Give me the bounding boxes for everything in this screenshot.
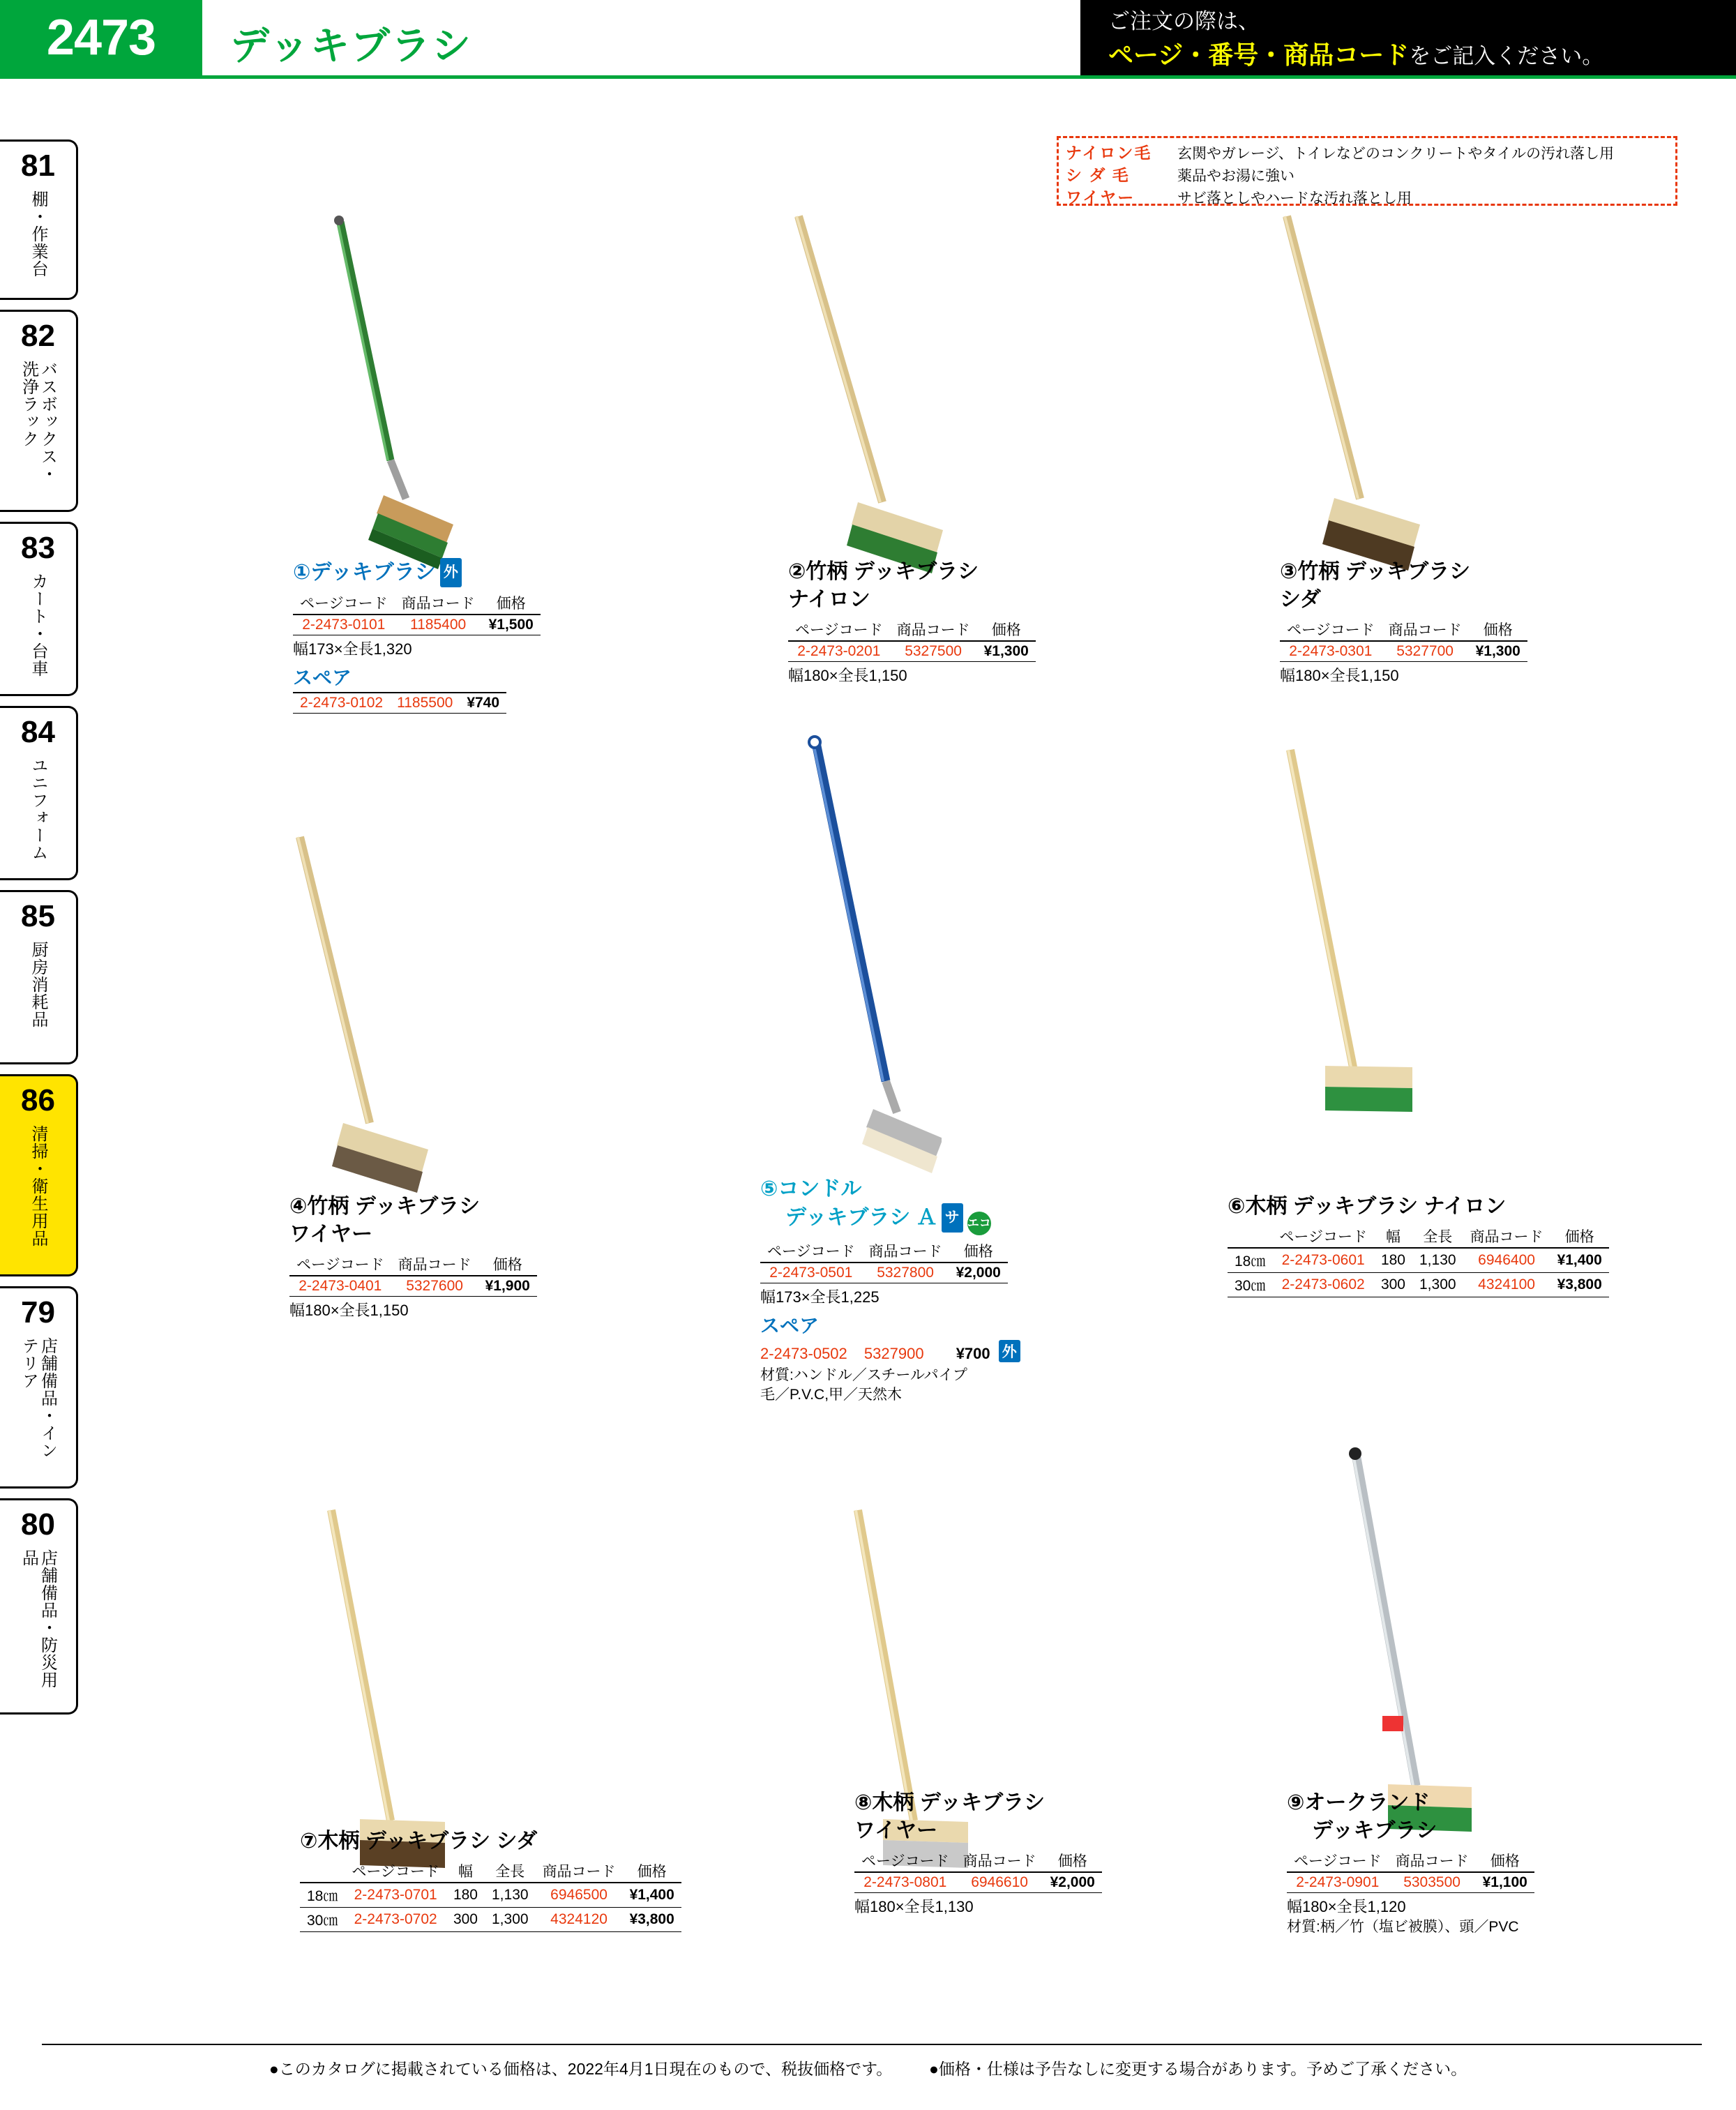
product-image-6 — [1123, 739, 1416, 1256]
th-page-code: ページコード — [1280, 618, 1382, 641]
spare-table-1 — [293, 692, 506, 714]
tab-label: 棚・作業台 — [29, 190, 47, 278]
th-price: 価格 — [478, 1253, 537, 1276]
product-title: デッキブラシ — [310, 561, 436, 584]
product-spec-4: 幅180×全長1,150 — [289, 1302, 409, 1319]
price-table-5 — [760, 1239, 1008, 1283]
table-row — [854, 1872, 1102, 1893]
legend-key: ナイロン毛 — [1066, 144, 1152, 162]
page-number: 2473 — [0, 0, 202, 75]
cell-length: 1,300 — [485, 1908, 536, 1932]
order-note — [1080, 0, 1736, 75]
product-block-4 — [289, 1193, 568, 1321]
cell-page-code: 2-2473-0201 — [788, 641, 890, 662]
tab-label: 厨房消耗品 — [29, 941, 47, 1028]
product-name-8 — [854, 1789, 1147, 1817]
th-item-code: 商品コード — [862, 1239, 949, 1263]
legend-row — [1066, 187, 1668, 209]
tab-number: 85 — [21, 899, 55, 933]
cell-price: ¥740 — [460, 693, 506, 714]
product-number: ⑧ — [854, 1791, 873, 1814]
price-table-1 — [293, 591, 541, 635]
product-name-3-line2: シダ — [1280, 588, 1321, 611]
th-page-code: ページコード — [760, 1239, 862, 1263]
th-page-code: ページコード — [788, 618, 890, 641]
legend-box — [1057, 136, 1677, 206]
product-name-7 — [300, 1828, 732, 1855]
product-name-4 — [289, 1193, 568, 1221]
cell-price: ¥1,300 — [1469, 641, 1527, 662]
cell-page-code: 2-2473-0502 — [760, 1345, 847, 1362]
product-title: 木柄 デッキブラシ シダ — [317, 1830, 538, 1853]
sidebar-item-83[interactable] — [0, 522, 78, 696]
tab-number: 80 — [21, 1507, 55, 1542]
legend-row — [1066, 165, 1668, 187]
cell-price: ¥3,800 — [1550, 1273, 1609, 1297]
cell-page-code: 2-2473-0101 — [293, 615, 395, 635]
spare-label-1: スペア — [293, 667, 352, 688]
table-row — [293, 693, 506, 714]
cell-page-code: 2-2473-0401 — [289, 1276, 391, 1297]
tab-label: 清掃・衛生用品 — [29, 1125, 47, 1247]
cell-width: 180 — [446, 1883, 485, 1908]
cell-size: 30㎝ — [1228, 1273, 1272, 1297]
th-size — [1228, 1225, 1272, 1248]
table-row — [300, 1908, 681, 1932]
product-note-5-line2: 毛／P.V.C,甲／天然木 — [760, 1387, 903, 1403]
product-name-5 — [760, 1175, 1067, 1203]
product-block-2 — [788, 558, 1067, 686]
cell-page-code: 2-2473-0602 — [1272, 1273, 1374, 1297]
th-page-code: ページコード — [345, 1860, 446, 1883]
price-table-6 — [1228, 1225, 1609, 1297]
tab-number: 79 — [21, 1295, 55, 1329]
cell-size: 18㎝ — [1228, 1248, 1272, 1273]
product-name-3 — [1280, 558, 1559, 586]
tab-label: 店舗備品・インテリア — [19, 1337, 57, 1459]
legend-row — [1066, 142, 1668, 165]
th-price: 価格 — [1476, 1849, 1534, 1872]
product-number: ⑥ — [1228, 1195, 1246, 1218]
price-table-9 — [1287, 1849, 1534, 1893]
product-title: 木柄 デッキブラシ — [872, 1791, 1046, 1814]
cell-item-code: 1185500 — [390, 693, 460, 714]
legend-key: ワイヤー — [1066, 188, 1135, 206]
product-name-6 — [1228, 1193, 1660, 1221]
cell-item-code: 5327900 — [863, 1345, 924, 1362]
cell-item-code: 1185400 — [395, 615, 482, 635]
th-page-code: ページコード — [289, 1253, 391, 1276]
tab-label: バスボックス・洗浄ラック — [19, 361, 57, 483]
th-item-code: 商品コード — [536, 1860, 623, 1883]
th-width: 幅 — [1374, 1225, 1412, 1248]
product-title: 竹柄 デッキブラシ — [1297, 560, 1471, 583]
order-note-line1: ご注文の際は、 — [1108, 9, 1260, 33]
tab-label: 店舗備品・防災用品 — [19, 1549, 57, 1689]
product-note-9: 材質:柄／竹（塩ビ被膜）、頭／PVC — [1287, 1919, 1519, 1935]
product-block-9 — [1287, 1789, 1622, 1937]
table-row — [1280, 641, 1527, 662]
price-table-3 — [1280, 618, 1527, 662]
th-item-code: 商品コード — [956, 1849, 1043, 1872]
sidebar-item-82[interactable] — [0, 310, 78, 512]
th-length: 全長 — [1412, 1225, 1463, 1248]
th-item-code: 商品コード — [1382, 618, 1469, 641]
product-name-9 — [1287, 1789, 1622, 1817]
product-title: コンドル — [778, 1177, 862, 1200]
tab-number: 86 — [21, 1083, 55, 1117]
price-table-4 — [289, 1253, 537, 1297]
footer-line-b: ●価格・仕様は予告なしに変更する場合があります。予めご了承ください。 — [929, 2060, 1467, 2078]
table-row — [1228, 1273, 1609, 1297]
product-number: ⑤ — [760, 1177, 778, 1200]
product-title: オークランド — [1304, 1791, 1431, 1814]
th-price: 価格 — [977, 618, 1036, 641]
spare-label-5: スペア — [760, 1315, 820, 1336]
price-table-7 — [300, 1860, 681, 1932]
cell-item-code: 6946400 — [1463, 1248, 1550, 1273]
table-row — [760, 1263, 1008, 1283]
product-spec-3: 幅180×全長1,150 — [1280, 667, 1399, 684]
product-number: ③ — [1280, 560, 1298, 583]
cell-length: 1,130 — [485, 1883, 536, 1908]
th-price: 価格 — [1043, 1849, 1102, 1872]
th-length: 全長 — [485, 1860, 536, 1883]
cell-size: 30㎝ — [300, 1908, 345, 1932]
product-number: ④ — [289, 1195, 308, 1218]
th-item-code: 商品コード — [1463, 1225, 1550, 1248]
table-row — [289, 1276, 537, 1297]
th-price: 価格 — [949, 1239, 1008, 1263]
cell-item-code: 4324100 — [1463, 1273, 1550, 1297]
outdoor-badge-icon: 外 — [999, 1340, 1020, 1362]
product-name-1 — [293, 558, 572, 587]
footer-note — [0, 2056, 1736, 2079]
footer-line-a: ●このカタログに掲載されている価格は、2022年4月1日現在のもので、税抜価格です。 — [269, 2060, 893, 2078]
eco-mark-icon: エコ — [967, 1212, 991, 1235]
product-name-5-line2 — [785, 1203, 1067, 1235]
product-name-9-line2: デッキブラシ — [1312, 1819, 1437, 1842]
price-table-2 — [788, 618, 1036, 662]
product-spec-9: 幅180×全長1,120 — [1287, 1898, 1406, 1915]
cell-item-code: 5327800 — [862, 1263, 949, 1283]
th-price: 価格 — [482, 591, 541, 615]
product-name-8-line2: ワイヤー — [854, 1819, 938, 1842]
table-row — [293, 615, 541, 635]
cell-width: 300 — [446, 1908, 485, 1932]
cell-price: ¥3,800 — [623, 1908, 681, 1932]
cell-price: ¥1,300 — [977, 641, 1036, 662]
product-spec-8: 幅180×全長1,130 — [854, 1898, 974, 1915]
th-page-code: ページコード — [293, 591, 395, 615]
product-spec-5: 幅173×全長1,225 — [760, 1288, 880, 1306]
product-name-4-line2: ワイヤー — [289, 1223, 373, 1246]
tab-number: 81 — [21, 149, 55, 183]
th-page-code: ページコード — [854, 1849, 956, 1872]
product-number: ② — [788, 560, 806, 583]
cell-width: 300 — [1374, 1273, 1412, 1297]
tab-number: 84 — [21, 715, 55, 749]
cell-price: ¥700 — [956, 1345, 990, 1362]
legend-value: 薬品やお湯に強い — [1177, 168, 1295, 184]
tab-number: 83 — [21, 531, 55, 565]
product-block-1 — [293, 558, 572, 714]
service-badge-icon: サ — [942, 1203, 963, 1233]
legend-key: シ ダ 毛 — [1066, 166, 1130, 184]
th-width: 幅 — [446, 1860, 485, 1883]
sidebar-item-80[interactable] — [0, 1498, 78, 1715]
cell-price: ¥2,000 — [1043, 1872, 1102, 1893]
product-name-2-line2: ナイロン — [788, 588, 870, 611]
th-size — [300, 1860, 345, 1883]
cell-page-code: 2-2473-0702 — [345, 1908, 446, 1932]
table-row — [300, 1883, 681, 1908]
product-note-5-line1: 材質:ハンドル／スチールパイプ — [760, 1367, 967, 1383]
cell-width: 180 — [1374, 1248, 1412, 1273]
outdoor-badge-icon: 外 — [440, 558, 462, 587]
cell-item-code: 6946500 — [536, 1883, 623, 1908]
product-block-6 — [1228, 1193, 1660, 1297]
product-number: ① — [293, 561, 311, 584]
side-index-tabs — [0, 140, 91, 1724]
cell-length: 1,300 — [1412, 1273, 1463, 1297]
table-row — [1228, 1248, 1609, 1273]
cell-item-code: 5327500 — [890, 641, 977, 662]
sidebar-item-79[interactable] — [0, 1286, 78, 1489]
table-row — [788, 641, 1036, 662]
sidebar-item-84[interactable] — [0, 706, 78, 880]
cell-item-code: 4324120 — [536, 1908, 623, 1932]
cell-item-code: 5327600 — [391, 1276, 478, 1297]
legend-value: サビ落としやハードな汚れ落とし用 — [1177, 190, 1412, 206]
page-title: デッキブラシ — [230, 24, 472, 68]
table-row — [1287, 1872, 1534, 1893]
product-title: 木柄 デッキブラシ ナイロン — [1245, 1195, 1507, 1218]
product-title: 竹柄 デッキブラシ — [307, 1195, 481, 1218]
product-block-3 — [1280, 558, 1559, 686]
th-price: 価格 — [1469, 618, 1527, 641]
th-page-code: ページコード — [1287, 1849, 1389, 1872]
sidebar-item-85[interactable] — [0, 890, 78, 1064]
cell-item-code: 5327700 — [1382, 641, 1469, 662]
order-note-emphasis: ページ・番号・商品コード — [1108, 40, 1410, 69]
th-item-code: 商品コード — [890, 618, 977, 641]
spare-row-5 — [760, 1340, 1067, 1363]
cell-page-code: 2-2473-0701 — [345, 1883, 446, 1908]
cell-price: ¥1,500 — [482, 615, 541, 635]
th-price: 価格 — [623, 1860, 681, 1883]
product-title: 竹柄 デッキブラシ — [806, 560, 979, 583]
product-number: ⑨ — [1287, 1791, 1305, 1814]
cell-page-code: 2-2473-0102 — [293, 693, 390, 714]
product-block-7 — [300, 1828, 732, 1932]
product-spec-1: 幅173×全長1,320 — [293, 640, 412, 658]
cell-size: 18㎝ — [300, 1883, 345, 1908]
product-title-line2: デッキブラシ Ａ — [785, 1206, 937, 1229]
cell-length: 1,130 — [1412, 1248, 1463, 1273]
cell-item-code: 5303500 — [1389, 1872, 1476, 1893]
th-page-code: ページコード — [1272, 1225, 1374, 1248]
cell-price: ¥1,400 — [623, 1883, 681, 1908]
cell-page-code: 2-2473-0801 — [854, 1872, 956, 1893]
product-number: ⑦ — [300, 1830, 318, 1853]
cell-page-code: 2-2473-0901 — [1287, 1872, 1389, 1893]
price-table-8 — [854, 1849, 1102, 1893]
th-item-code: 商品コード — [395, 591, 482, 615]
tab-label: カート・台車 — [29, 573, 47, 677]
header-rule — [0, 75, 1736, 79]
cell-price: ¥1,400 — [1550, 1248, 1609, 1273]
th-item-code: 商品コード — [1389, 1849, 1476, 1872]
product-block-8 — [854, 1789, 1147, 1917]
cell-price: ¥1,100 — [1476, 1872, 1534, 1893]
product-name-2 — [788, 558, 1067, 586]
footer-rule — [42, 2044, 1702, 2045]
sidebar-item-81[interactable] — [0, 140, 78, 300]
product-image-8 — [690, 1500, 983, 2002]
order-note-tail: をご記入ください。 — [1409, 44, 1604, 68]
sidebar-item-86[interactable] — [0, 1074, 78, 1276]
cell-page-code: 2-2473-0601 — [1272, 1248, 1374, 1273]
product-spec-2: 幅180×全長1,150 — [788, 667, 907, 684]
product-block-5 — [760, 1175, 1067, 1405]
legend-value: 玄関やガレージ、トイレなどのコンクリートやタイルの汚れ落し用 — [1177, 146, 1615, 162]
tab-number: 82 — [21, 319, 55, 353]
order-note-line2 — [1108, 38, 1719, 74]
cell-page-code: 2-2473-0501 — [760, 1263, 862, 1283]
cell-price: ¥1,900 — [478, 1276, 537, 1297]
th-price: 価格 — [1550, 1225, 1609, 1248]
cell-item-code: 6946610 — [956, 1872, 1043, 1893]
tab-label: ユニフォーム — [29, 757, 47, 861]
cell-price: ¥2,000 — [949, 1263, 1008, 1283]
cell-page-code: 2-2473-0301 — [1280, 641, 1382, 662]
th-item-code: 商品コード — [391, 1253, 478, 1276]
